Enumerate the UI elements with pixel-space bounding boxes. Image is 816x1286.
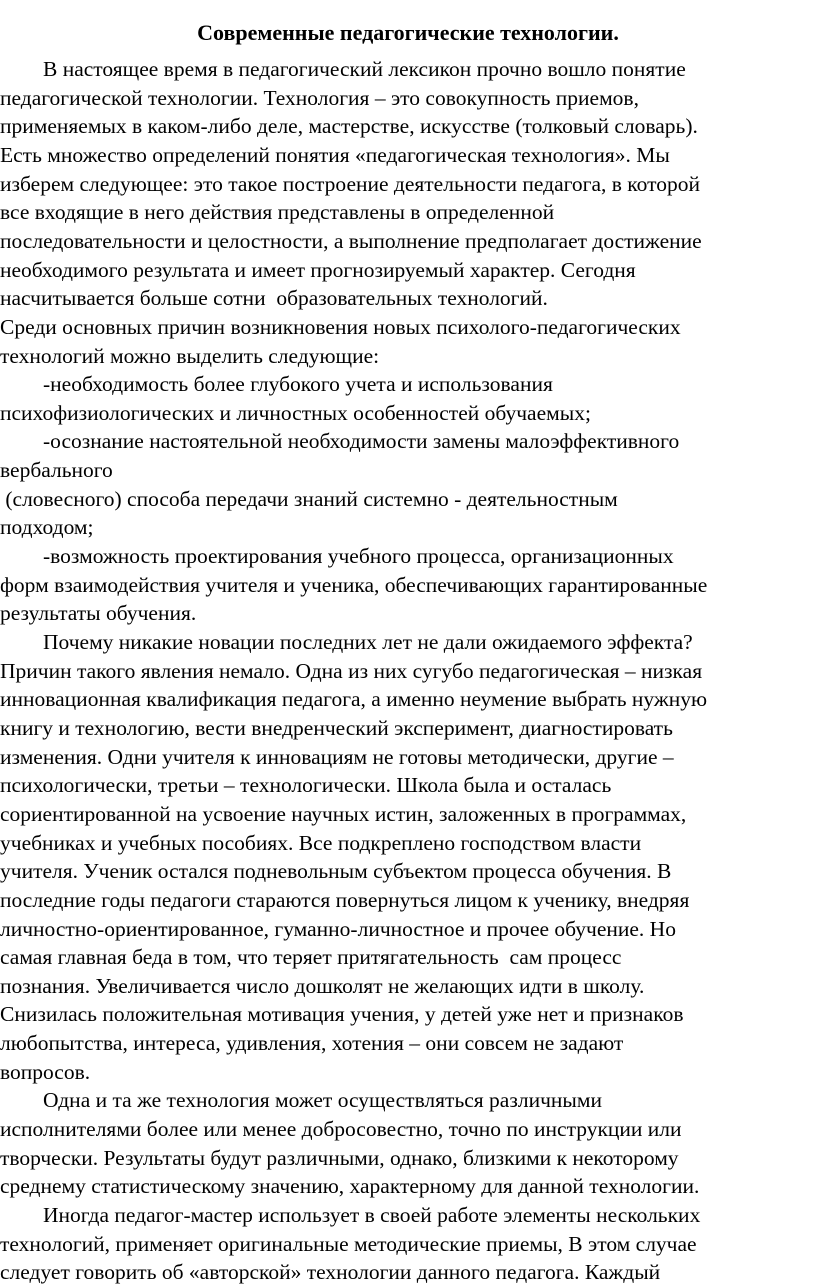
text-line: следует говорить об «авторской» технологии данного педагога. Каждый: [0, 1260, 661, 1285]
text-line: все входящие в него действия представлены в определенной: [0, 200, 555, 225]
text-line: Снизилась положительная мотивация учения, у детей уже нет и признаков: [0, 1002, 684, 1027]
text-line: изберем следующее: это такое построение деятельности педагога, в которой: [0, 171, 700, 196]
text-line: результаты обучения.: [0, 601, 197, 626]
text-line: насчитывается больше сотни образовательных технологий.: [0, 286, 548, 311]
text-line: личностно-ориентированное, гуманно-личностное и прочее обучение. Но: [0, 916, 676, 941]
text-line: применяемых в каком-либо деле, мастерстве, искусстве (толковый словарь).: [0, 114, 698, 139]
text-line: форм взаимодействия учителя и ученика, обеспечивающих гарантированные: [0, 572, 708, 597]
text-line: инновационная квалификация педагога, а именно неумение выбрать нужную: [0, 687, 708, 712]
text-line: книгу и технологию, вести внедренческий эксперимент, диагностировать: [0, 715, 673, 740]
text-line: Причин такого явления немало. Одна из них сугубо педагогическая – низкая: [0, 658, 703, 683]
text-line: технологий, применяет оригинальные методические приемы, В этом случае: [0, 1231, 697, 1256]
text-line: Почему никакие новации последних лет не дали ожидаемого эффекта?: [0, 630, 693, 654]
text-line: учебниках и учебных пособиях. Все подкреплено господством власти: [0, 830, 642, 855]
text-line: исполнителями более или менее добросовестно, точно по инструкции или: [0, 1117, 682, 1141]
text-line: последние годы педагоги стараются повернуться лицом к ученику, внедряя: [0, 887, 690, 912]
text-line: самая главная беда в том, что теряет притягательность сам процесс: [0, 945, 622, 970]
text-line: вопросов.: [0, 1059, 91, 1084]
document-title: Современные педагогические технологии.: [197, 20, 619, 45]
text-line: Одна и та же технология может осуществляться различными: [0, 1088, 602, 1113]
text-line: педагогической технологии. Технология – это совокупность приемов,: [0, 85, 639, 110]
text-line: необходимого результата и имеет прогнозируемый характер. Сегодня: [0, 257, 636, 282]
text-line: Иногда педагог-мастер использует в своей работе элементы нескольких: [0, 1203, 701, 1227]
text-line: -осознание настоятельной необходимости замены малоэффективного: [0, 429, 680, 454]
text-line: познания. Увеличивается число дошколят не желающих идти в школу.: [0, 973, 645, 998]
text-line: последовательности и целостности, а выполнение предполагает достижение: [0, 228, 702, 253]
text-line: изменения. Одни учителя к инновациям не готовы методически, другие –: [0, 744, 674, 769]
text-line: В настоящее время в педагогический лексикон прочно вошло понятие: [0, 57, 686, 81]
text-line: среднему статистическому значению, характерному для данной технологии.: [0, 1174, 700, 1199]
text-line: любопытства, интереса, удивления, хотения – они совсем не задают: [0, 1031, 624, 1056]
text-line: подходом;: [0, 515, 94, 540]
text-line: учителя. Ученик остался подневольным субъектом процесса обучения. В: [0, 859, 672, 884]
text-line: сориентированной на усвоение научных истин, заложенных в программах,: [0, 801, 687, 826]
text-line: вербального: [0, 458, 113, 483]
text-line: психологически, третьи – технологически. Школа была и осталась: [0, 773, 612, 798]
text-line: психофизиологических и личностных особенностей обучаемых;: [0, 400, 591, 425]
text-line: -возможность проектирования учебного процесса, организационных: [0, 544, 674, 568]
text-line: технологий можно выделить следующие:: [0, 343, 380, 368]
text-line: -необходимость более глубокого учета и использования: [0, 372, 553, 397]
text-line: творчески. Результаты будут различными, однако, близкими к некоторому: [0, 1145, 679, 1170]
text-line: Среди основных причин возникновения новых психолого-педагогических: [0, 314, 681, 339]
text-line: (словесного) способа передачи знаний системно - деятельностным: [0, 486, 618, 511]
text-line: Есть множество определений понятия «педагогическая технология». Мы: [0, 142, 670, 167]
